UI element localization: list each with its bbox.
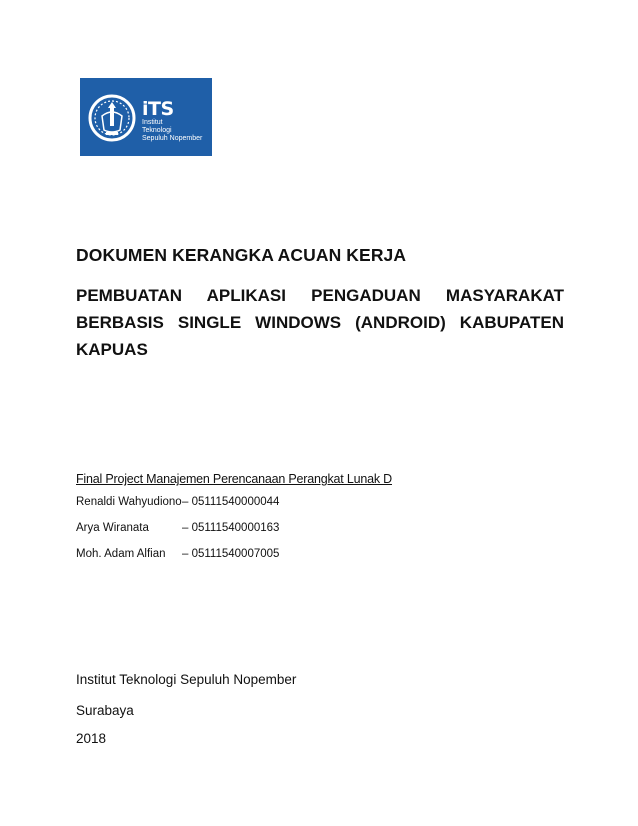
member-name: Renaldi Wahyudiono <box>76 496 182 508</box>
logo-word: iTS <box>142 98 174 120</box>
member-name: Arya Wiranata <box>76 522 149 534</box>
document-title: DOKUMEN KERANGKA ACUAN KERJA <box>76 245 407 265</box>
subtitle-line-1: PEMBUATAN APLIKASI PENGADUAN MASYARAKAT <box>76 286 564 305</box>
institution-name: Institut Teknologi Sepuluh Nopember <box>76 672 297 687</box>
logo-line-3: Sepuluh Nopember <box>142 135 203 142</box>
member-name: Moh. Adam Alfian <box>76 548 166 560</box>
city-name: Surabaya <box>76 703 134 718</box>
its-emblem-icon <box>80 78 142 156</box>
member-nrp: – 05111540000044 <box>182 496 280 508</box>
year: 2018 <box>76 731 107 746</box>
member-nrp: – 05111540007005 <box>182 548 280 560</box>
logo-line-2: Teknologi <box>142 127 172 134</box>
member-nrp: – 05111540000163 <box>182 522 280 534</box>
subtitle-line-2: BERBASIS SINGLE WINDOWS (ANDROID) KABUPATEN <box>76 313 564 332</box>
project-title: Final Project Manajemen Perencanaan Perangkat Lunak D <box>76 472 392 486</box>
logo-text <box>142 100 202 143</box>
subtitle-line-3: KAPUAS <box>76 340 148 359</box>
its-logo <box>80 78 212 156</box>
document-subtitle <box>76 282 564 363</box>
logo-line-1: Institut <box>142 119 163 126</box>
